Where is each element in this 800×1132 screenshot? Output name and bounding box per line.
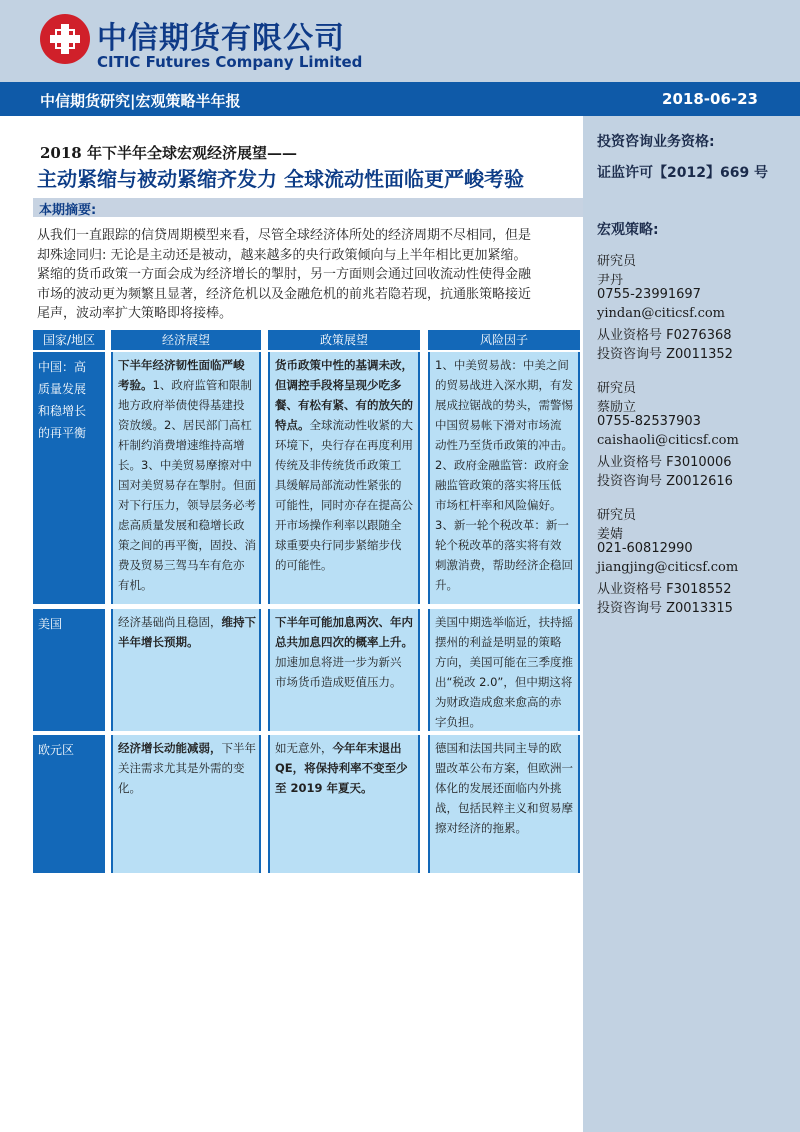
text: 为财政造成愈来愈高的赤	[435, 695, 562, 709]
text: 3、新一轮个税改革：新一	[435, 518, 569, 532]
bold-text: 餐、有松有紧、有的放矢的	[275, 398, 413, 412]
cell-line	[118, 395, 254, 415]
cell-line	[435, 798, 573, 818]
col-header-region: 国家/地区	[33, 330, 105, 350]
company-name-en: CITIC Futures Company Limited	[97, 53, 363, 71]
region-cell	[33, 352, 105, 604]
cell-line	[118, 375, 254, 395]
cell-line	[118, 415, 254, 435]
cell-line	[435, 455, 573, 475]
economy-cell	[111, 352, 261, 604]
text: 的贸易战进入深水期，有发	[435, 378, 573, 392]
region-label: 质量发展	[38, 382, 87, 396]
col-header-economy: 经济展望	[111, 330, 261, 350]
bold-text: 维持下	[221, 615, 256, 629]
text: 如无意外，	[275, 741, 333, 755]
policy-cell	[268, 609, 420, 731]
bold-text: 特点。	[275, 418, 310, 432]
cell-line	[118, 455, 254, 475]
abstract-line: 从我们一直跟踪的信贷周期模型来看，尽管全球经济体所处的经济周期不尽相同，但是	[37, 228, 532, 243]
abstract-line: 却殊途同归: 无论是主动还是被动，越来越多的央行政策倾向与上半年相比更加紧缩。	[37, 247, 527, 263]
text: 杆制约消费增速维持高增	[118, 438, 245, 452]
text: 传统及非传统货币政策工	[275, 458, 402, 472]
analyst-name: 蔡励立	[597, 399, 637, 415]
abstract-line: 市场的波动更为频繁且显著，经济危机以及金融危机的前兆若隐若现，抗通胀策略接近	[37, 286, 532, 302]
cell-line	[275, 375, 413, 395]
abstract-header	[33, 198, 583, 217]
cell-line	[435, 435, 573, 455]
cell-line	[275, 672, 413, 692]
cell-line	[435, 738, 573, 758]
text: 战，包括民粹主义和贸易摩	[435, 801, 573, 815]
analyst-role: 研究员	[597, 508, 637, 523]
bold-text: 经济增长动能减弱，	[118, 741, 222, 755]
bold-text: 至 2019 年夏天。	[275, 781, 373, 795]
cell-line	[275, 395, 413, 415]
cell-line	[275, 652, 413, 672]
text: 方向，美国可能在三季度推	[435, 655, 573, 669]
text: 可能性，同时亦存在提高公	[275, 498, 413, 512]
cell-line	[118, 758, 254, 778]
abstract-label: 本期摘要:	[39, 203, 97, 218]
analyst-cert2: 投资咨询号 Z0013315	[597, 600, 733, 616]
text: 的可能性。	[275, 558, 333, 572]
economy-cell	[111, 609, 261, 731]
text: 展成拉锯战的势头，需警惕	[435, 398, 573, 412]
analyst-cert1: 从业资格号 F3018552	[597, 582, 732, 597]
text: 有机。	[118, 578, 153, 592]
text: 盟改革公布方案，但欧洲一	[435, 761, 573, 775]
strategy-title: 宏观策略:	[597, 222, 659, 238]
analyst-email[interactable]: caishaoli@citicsf.com	[597, 432, 739, 448]
text: 体化的发展还面临内外挑	[435, 781, 562, 795]
analyst-phone: 0755-23991697	[597, 287, 701, 302]
text: 德国和法国共同主导的欧	[435, 741, 562, 755]
cell-line	[275, 778, 413, 798]
analyst-phone: 0755-82537903	[597, 414, 701, 429]
text: 开市场操作利率以跟随全	[275, 518, 402, 532]
cell-line	[435, 535, 573, 555]
text: 地方政府举债使得基建投	[118, 398, 245, 412]
cell-line	[118, 575, 254, 595]
analyst-cert2: 投资咨询号 Z0012616	[597, 473, 733, 489]
text: 国对美贸易存在掣肘。但面	[118, 478, 256, 492]
bold-text: 总共加息四次的概率上升。	[275, 635, 413, 649]
cell-line	[275, 515, 413, 535]
cell-line	[118, 515, 254, 535]
cell-line	[275, 758, 413, 778]
bold-text: QE，将保持利率不变至少	[275, 761, 408, 775]
cell-line	[435, 612, 573, 632]
text: 摆州的利益是明显的策略	[435, 635, 562, 649]
region-label: 中国：高	[38, 360, 87, 374]
analyst-role: 研究员	[597, 381, 637, 396]
text: 擦对经济的拖累。	[435, 821, 527, 835]
cell-line	[118, 435, 254, 455]
cell-line	[118, 475, 254, 495]
cell-line	[435, 575, 573, 595]
cell-line	[275, 535, 413, 555]
bold-text: 下半年可能加息两次、年内	[275, 615, 413, 629]
text: 资放缓。2、居民部门高杠	[118, 418, 252, 432]
region-label: 欧元区	[38, 743, 75, 757]
cell-line	[118, 632, 254, 652]
risk-cell	[428, 735, 580, 873]
cell-line	[435, 758, 573, 778]
cell-line	[435, 395, 573, 415]
cell-line	[275, 435, 413, 455]
text: 下半年	[221, 741, 256, 755]
cell-line	[435, 652, 573, 672]
cell-line	[275, 415, 413, 435]
text: 字负担。	[435, 715, 481, 729]
text: 市场杠杆率和风险偏好。	[435, 498, 562, 512]
text: 动性乃至货币政策的冲击。	[435, 438, 573, 452]
text: 轮个税改革的落实将有效	[435, 538, 562, 552]
cell-line	[275, 475, 413, 495]
qualification-value: 证监许可【2012】669 号	[597, 165, 769, 181]
cell-line	[118, 555, 254, 575]
cell-line	[118, 355, 254, 375]
cell-line	[435, 475, 573, 495]
text: 2、政府金融监管：政府金	[435, 458, 569, 472]
risk-cell	[428, 352, 580, 604]
region-label: 美国	[38, 617, 63, 631]
cell-line	[435, 555, 573, 575]
text: 费及贸易三驾马车有危亦	[118, 558, 245, 572]
text: 升。	[435, 578, 458, 592]
text: 1、中美贸易战：中美之间	[435, 358, 569, 372]
text: 出“税改 2.0”，但中期这将	[435, 675, 573, 689]
page-header	[0, 0, 800, 82]
text: 关注需求尤其是外需的变	[118, 761, 245, 775]
text: 对下行压力，领导层务必考	[118, 498, 256, 512]
cell-line	[275, 612, 413, 632]
cell-line	[435, 692, 573, 712]
cell-line	[118, 612, 254, 632]
bold-text: 半年增长预期。	[118, 635, 199, 649]
text: 刺激消费，帮助经济企稳回	[435, 558, 573, 572]
cell-line	[275, 632, 413, 652]
cell-line	[435, 712, 573, 732]
cell-line	[435, 495, 573, 515]
bold-text: 但调控手段将呈现少吃多	[275, 378, 402, 392]
policy-cell	[268, 735, 420, 873]
cell-line	[275, 555, 413, 575]
region-label: 的再平衡	[38, 426, 87, 440]
region-cell	[33, 735, 105, 873]
analyst-name: 姜婧	[597, 526, 624, 542]
text: 球重要央行同步紧缩步伐	[275, 538, 402, 552]
text: 虑高质量发展和稳增长政	[118, 518, 245, 532]
region-cell	[33, 609, 105, 731]
text: 化。	[118, 781, 141, 795]
region-label: 和稳增长	[38, 404, 87, 418]
text: 长。3、中美贸易摩擦对中	[118, 458, 252, 472]
text: 美国中期选举临近，扶持摇	[435, 615, 573, 629]
bold-text: 考验。	[118, 378, 153, 392]
cell-line	[118, 495, 254, 515]
cell-line	[435, 672, 573, 692]
cell-line	[275, 455, 413, 475]
cell-line	[275, 495, 413, 515]
analyst-email[interactable]: jiangjing@citicsf.com	[597, 559, 739, 575]
bold-text: 今年年末退出	[332, 741, 402, 755]
text: 融监管政策的落实将压低	[435, 478, 562, 492]
report-date: 2018-06-23	[662, 90, 758, 108]
cell-line	[275, 355, 413, 375]
text: 全球流动性收紧的大	[309, 418, 413, 432]
cell-line	[435, 515, 573, 535]
abstract-line: 紧缩的货币政策一方面会成为经济增长的掣肘，另一方面则会通过回收流动性使得金融	[37, 267, 532, 282]
cell-line	[118, 778, 254, 798]
report-banner	[0, 82, 800, 116]
cell-line	[118, 738, 254, 758]
risk-cell	[428, 609, 580, 731]
economy-cell	[111, 735, 261, 873]
cell-line	[435, 375, 573, 395]
qualification-title: 投资咨询业务资格:	[597, 134, 715, 150]
cell-line	[435, 415, 573, 435]
policy-cell	[268, 352, 420, 604]
analyst-role: 研究员	[597, 254, 637, 269]
text: 市场货币造成贬值压力。	[275, 675, 402, 689]
report-category: 中信期货研究|宏观策略半年报	[40, 92, 241, 110]
company-name-cn: 中信期货有限公司	[97, 21, 345, 56]
cell-line	[435, 778, 573, 798]
cell-line	[435, 355, 573, 375]
cell-line	[118, 535, 254, 555]
bold-text: 下半年经济韧性面临严峻	[118, 358, 245, 372]
cell-line	[435, 818, 573, 838]
text: 经济基础尚且稳固，	[118, 615, 222, 629]
analyst-cert1: 从业资格号 F0276368	[597, 328, 732, 343]
text: 中国贸易帐下滑对市场流	[435, 418, 562, 432]
analyst-cert2: 投资咨询号 Z0011352	[597, 346, 733, 362]
col-header-risk: 风险因子	[428, 330, 580, 350]
analyst-phone: 021-60812990	[597, 541, 693, 556]
bold-text: 货币政策中性的基调未改，	[275, 358, 413, 372]
report-title-line2: 主动紧缩与被动紧缩齐发力 全球流动性面临更严峻考验	[37, 167, 524, 191]
text: 加速加息将进一步为新兴	[275, 655, 402, 669]
abstract-line: 尾声，波动率扩大策略即将接棒。	[37, 306, 233, 321]
text: 1、政府监管和限制	[152, 378, 252, 392]
analyst-cert1: 从业资格号 F3010006	[597, 455, 732, 470]
citic-logo-icon	[40, 14, 90, 64]
cell-line	[435, 632, 573, 652]
text: 策之间的再平衡，固投、消	[118, 538, 256, 552]
col-header-policy: 政策展望	[268, 330, 420, 350]
text: 环境下，央行存在再度利用	[275, 438, 413, 452]
text: 具缓解局部流动性紧张的	[275, 478, 402, 492]
report-title-line1: 2018 年下半年全球宏观经济展望——	[40, 144, 297, 162]
analyst-name: 尹丹	[597, 272, 624, 288]
cell-line	[275, 738, 413, 758]
analyst-email[interactable]: yindan@citicsf.com	[597, 305, 726, 321]
